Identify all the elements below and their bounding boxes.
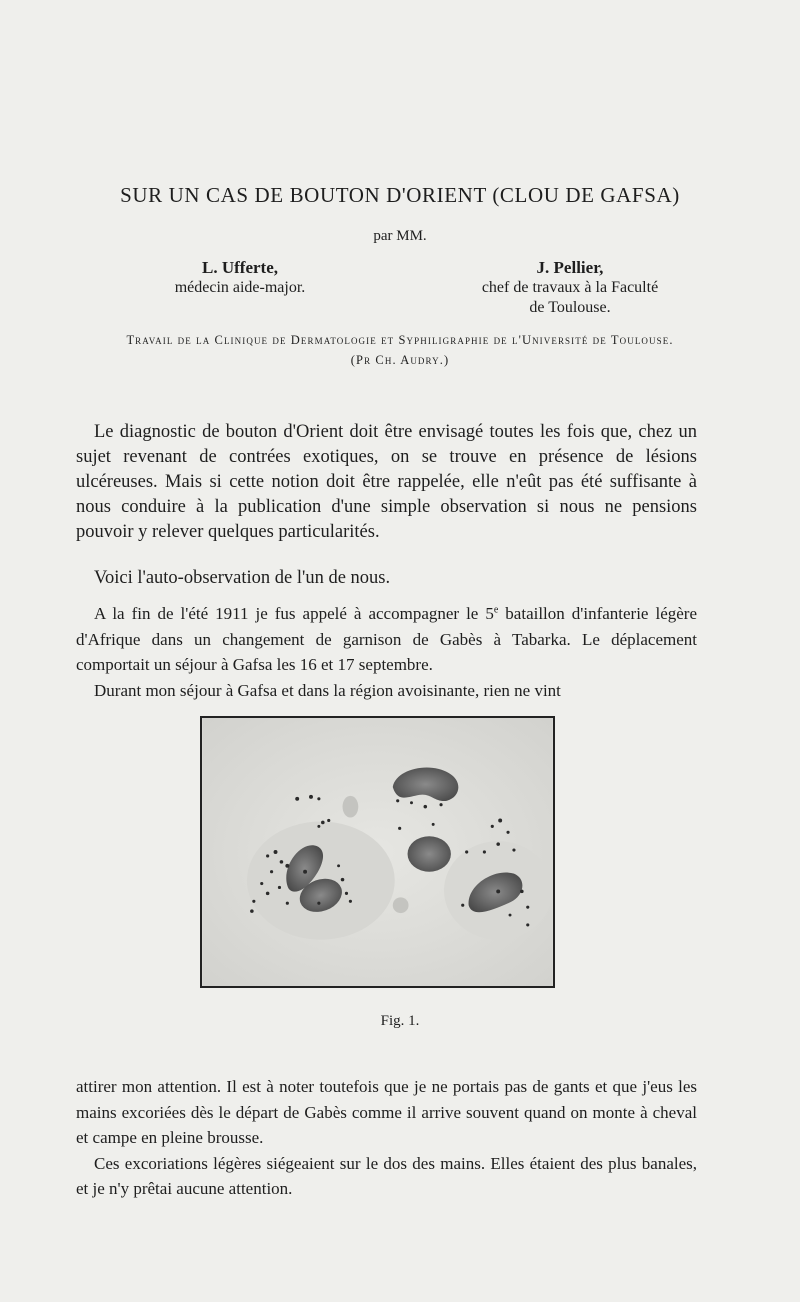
paragraph-text: Ces excoriations légères siégeaient sur le dos des mains. Elles étaient des plus banales, et je n'y prêtai aucune attention. — [76, 1153, 697, 1198]
paragraph-continuation — [76, 1074, 697, 1202]
paragraph-text: Durant mon séjour à Gafsa et dans la région avoisinante, rien ne vint — [94, 680, 561, 700]
paragraph-auto-observation — [76, 566, 697, 591]
cell-illustration — [202, 718, 553, 986]
cell-nucleus-round — [408, 836, 451, 871]
affiliation-director: (Pr Ch. Audry.) — [350, 353, 450, 367]
paragraph-text: attirer mon attention. Il est à noter toutefois que je ne portais pas de gants et que j'eus les mains excoriées dès le départ de Gabès comme il arrive souvent quand on monte à cheval et campe en pleine brousse. — [76, 1077, 697, 1147]
paragraph-intro — [76, 420, 697, 545]
microscopy-figure — [200, 716, 555, 988]
byline-prefix: par MM. — [373, 228, 427, 244]
author-name: L. Ufferte, — [202, 258, 278, 277]
author-role: médecin aide-major. — [174, 279, 306, 296]
author-pellier — [430, 258, 710, 318]
paragraph-observation — [76, 601, 697, 703]
author-role-line2: de Toulouse. — [529, 299, 611, 316]
author-role: chef de travaux à la Faculté — [481, 279, 659, 296]
text-run: bataillon d'infanterie légère d'Afrique dans un changement de garnison de Gabès à Tabarka. Le déplacement comportait un séjour à Gafsa les 16 et 17 septembre. — [76, 604, 697, 674]
paragraph-text: Le diagnostic de bouton d'Orient doit être envisagé toutes les fois que, chez un sujet revenant de contrées exotiques, on se trouve en présence de lésions ulcéreuses. Mais si cette notion doit être rappelée, elle n'eût pas été suffisante à nous conduire à la publication d'une simple observation si nous ne pensions pouvoir y relever quelques particularités. — [76, 422, 697, 542]
figure-caption: Fig. 1. — [380, 1013, 420, 1029]
affiliation-line: Travail de la Clinique de Dermatologie et Syphiligraphie de l'Université de Toulouse. — [126, 333, 674, 347]
article-title: SUR UN CAS DE BOUTON D'ORIENT (CLOU DE GAFSA) — [120, 183, 680, 207]
author-name: J. Pellier, — [536, 258, 604, 277]
paragraph-text — [76, 601, 697, 678]
affiliation — [0, 330, 800, 370]
superscript: e — [493, 604, 499, 616]
text-run: A la fin de l'été 1911 je fus appelé à accompagner le 5 — [94, 604, 494, 623]
author-ufferte — [120, 258, 360, 298]
paragraph-text: Voici l'auto-observation de l'un de nous. — [94, 568, 391, 588]
